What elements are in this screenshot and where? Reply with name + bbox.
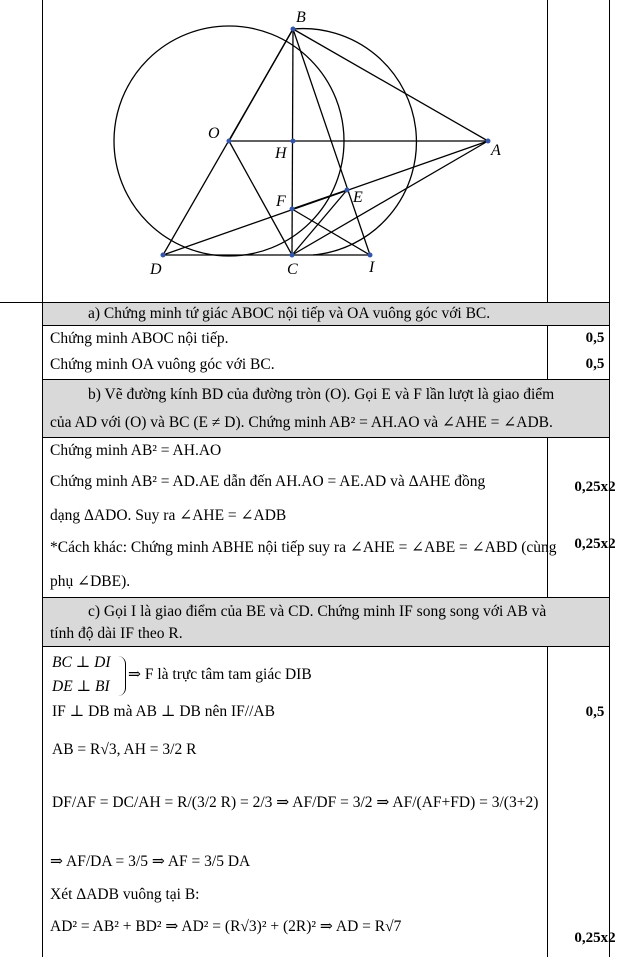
part-b-line1: Chứng minh AB² = AH.AO: [50, 442, 222, 459]
point-label-f: F: [276, 193, 286, 210]
part-c-parallel: IF ⊥ DB mà AB ⊥ DB nên IF//AB: [52, 703, 275, 720]
part-c-ratio: DF/AF = DC/AH = R/(3/2 R) = 2/3 ⇒ AF/DF = 3/2 ⇒ AF/(AF+FD) = 3/(3+2): [52, 794, 539, 811]
part-a-line1: Chứng minh ABOC nội tiếp.: [50, 330, 229, 347]
part-c-score1: 0,5: [585, 704, 605, 720]
part-c-score2: 0,25x2: [574, 930, 616, 946]
part-a-header: a) Chứng minh tứ giác ABOC nội tiếp và OA vuông góc với BC.: [88, 305, 491, 322]
row-divider: [43, 325, 609, 326]
part-c-lengths: AB = R√3, AH = 3/2 R: [52, 741, 197, 758]
part-b-score2: 0,25x2: [574, 536, 616, 552]
point-label-c: C: [287, 261, 298, 278]
point-label-e: E: [353, 189, 363, 206]
part-b-line3: dạng ΔADO. Suy ra ∠AHE = ∠ADB: [50, 507, 287, 524]
system-brace: [117, 656, 126, 696]
part-b-score1: 0,25x2: [574, 479, 616, 495]
row-divider: [43, 437, 609, 438]
part-b-line2: Chứng minh AB² = AD.AE dẫn đến AH.AO = AE.AD và ΔAHE đồng: [50, 473, 486, 490]
point-label-i: I: [369, 259, 375, 276]
row-divider: [43, 646, 609, 647]
part-a-score1: 0,5: [585, 330, 605, 346]
part-b-header-line1: b) Vẽ đường kính BD của đường tròn (O). Gọi E và F lần lượt là giao điểm: [88, 386, 555, 403]
part-c-system-line1: BC ⊥ DI: [52, 654, 111, 671]
point-label-o: O: [208, 125, 220, 142]
part-b-line4: *Cách khác: Chứng minh ABHE nội tiếp suy ra ∠AHE = ∠ABE = ∠ABD (cùng: [50, 539, 557, 556]
point-label-b: B: [296, 9, 306, 26]
point-label-d: D: [150, 261, 162, 278]
part-c-af-da: ⇒ AF/DA = 3/5 ⇒ AF = 3/5 DA: [50, 853, 251, 870]
part-c-ad: AD² = AB² + BD² ⇒ AD² = (R√3)² + (2R)² ⇒ AD = R√7: [50, 918, 402, 935]
point-label-a: A: [491, 142, 501, 159]
part-c-header-line1: c) Gọi I là giao điểm của BE và CD. Chứng minh IF song song với AB và: [88, 603, 547, 620]
point-label-h: H: [275, 145, 287, 162]
part-c-header-line2: tính độ dài IF theo R.: [50, 625, 183, 642]
part-a-line2: Chứng minh OA vuông góc với BC.: [50, 356, 275, 373]
part-b-line5: phụ ∠DBE).: [50, 573, 131, 590]
part-c-system-conclusion: ⇒ F là trực tâm tam giác DIB: [128, 666, 312, 683]
geometry-figure: [43, 0, 547, 300]
part-a-score2: 0,5: [585, 356, 605, 372]
part-c-system-line2: DE ⊥ BI: [52, 678, 110, 695]
part-c-triangle: Xét ΔADB vuông tại B:: [50, 886, 200, 903]
part-b-header-line2: của AD với (O) và BC (E ≠ D). Chứng minh AB² = AH.AO và ∠AHE = ∠ADB.: [50, 414, 553, 431]
